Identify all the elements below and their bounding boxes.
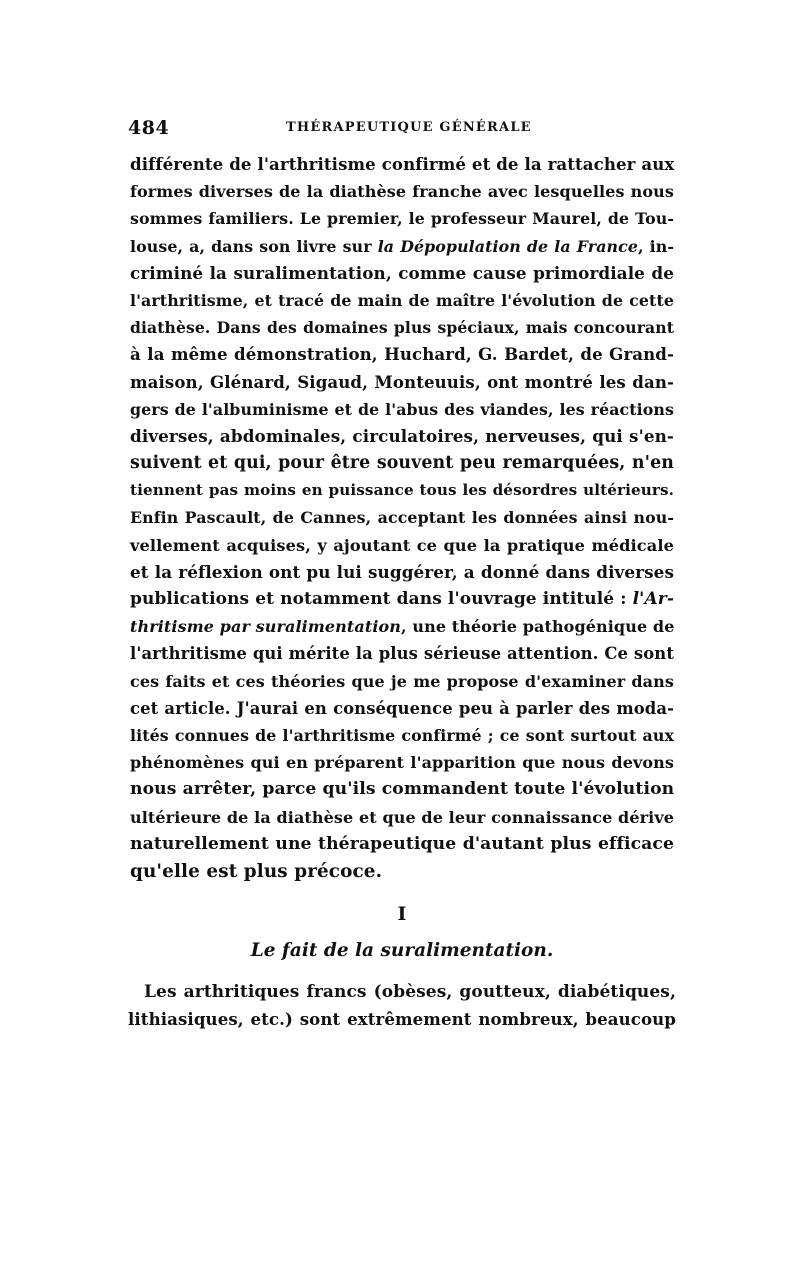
- page-number: 484: [128, 117, 170, 139]
- text-line: lithiasiques, etc.) sont extrêmement nombreux, beaucoup: [128, 1009, 676, 1030]
- text-line: l'arthritisme qui mérite la plus sérieuse attention. Ce sont: [130, 644, 674, 664]
- text-line: phénomènes qui en préparent l'apparition que nous devons: [130, 753, 674, 773]
- text-line: louse, a, dans son livre sur la Dépopulation de la France, in-: [130, 236, 674, 256]
- text-line: criminé la suralimentation, comme cause primordiale de: [130, 262, 674, 283]
- text-line: naturellement une thérapeutique d'autant plus efficace: [130, 833, 674, 854]
- text-line: ultérieure de la diathèse et que de leur connaissance dérive: [130, 807, 674, 827]
- running-head: [128, 117, 680, 141]
- text-line: différente de l'arthritisme confirmé et de la rattacher aux: [130, 154, 675, 174]
- text-line: l'arthritisme, et tracé de main de maître l'évolution de cette: [130, 290, 674, 310]
- text-line: Les arthritiques francs (obèses, goutteux, diabétiques,: [144, 982, 676, 1002]
- text-line: vellement acquises, y ajoutant ce que la pratique médicale: [130, 535, 674, 555]
- text-line: et la réflexion ont pu lui suggérer, a donné dans diverses: [130, 561, 674, 582]
- section-number: I: [397, 903, 407, 925]
- section-title: Le fait de la suralimentation.: [250, 940, 554, 961]
- text-line: nous arrêter, parce qu'ils commandent toute l'évolution: [130, 779, 675, 800]
- text-line: suivent et qui, pour être souvent peu remarquées, n'en: [130, 453, 674, 474]
- text-line: thritisme par suralimentation, une théorie pathogénique de: [130, 617, 675, 637]
- paragraph-1: [130, 151, 674, 885]
- work-title-italic: thritisme par suralimentation: [130, 617, 402, 637]
- text-line: Enfin Pascault, de Cannes, acceptant les données ainsi nou-: [130, 508, 674, 528]
- running-title: THÉRAPEUTIQUE GÉNÉRALE: [286, 120, 532, 135]
- text-line: ces faits et ces théories que je me propose d'examiner dans: [130, 671, 674, 691]
- text-line: lités connues de l'arthritisme confirmé ; ce sont surtout aux: [130, 725, 674, 745]
- text-line: maison, Glénard, Sigaud, Monteuuis, ont montré les dan-: [130, 371, 674, 392]
- text-line: formes diverses de la diathèse franche avec lesquelles nous: [130, 182, 674, 202]
- text-line: tiennent pas moins en puissance tous les désordres ultérieurs.: [130, 481, 674, 500]
- text-line: gers de l'albuminisme et de l'abus des viandes, les réactions: [130, 399, 674, 419]
- paragraph-2: [128, 979, 676, 1033]
- text-line: cet article. J'aurai en conséquence peu à parler des moda-: [130, 698, 674, 718]
- text-line: publications et notamment dans l'ouvrage intitulé : l'Ar-: [130, 589, 674, 609]
- text-line: diathèse. Dans des domaines plus spéciaux, mais concourant: [130, 318, 674, 338]
- text-line: à la même démonstration, Huchard, G. Bardet, de Grand-: [130, 344, 674, 365]
- work-title-italic: l'Ar-: [632, 589, 674, 609]
- text-line: qu'elle est plus précoce.: [130, 860, 383, 882]
- text-line: diverses, abdominales, circulatoires, nerveuses, qui s'en-: [130, 425, 674, 446]
- book-title-italic: la Dépopulation de la France: [377, 236, 638, 256]
- text-line: sommes familiers. Le premier, le professeur Maurel, de Tou-: [130, 209, 674, 229]
